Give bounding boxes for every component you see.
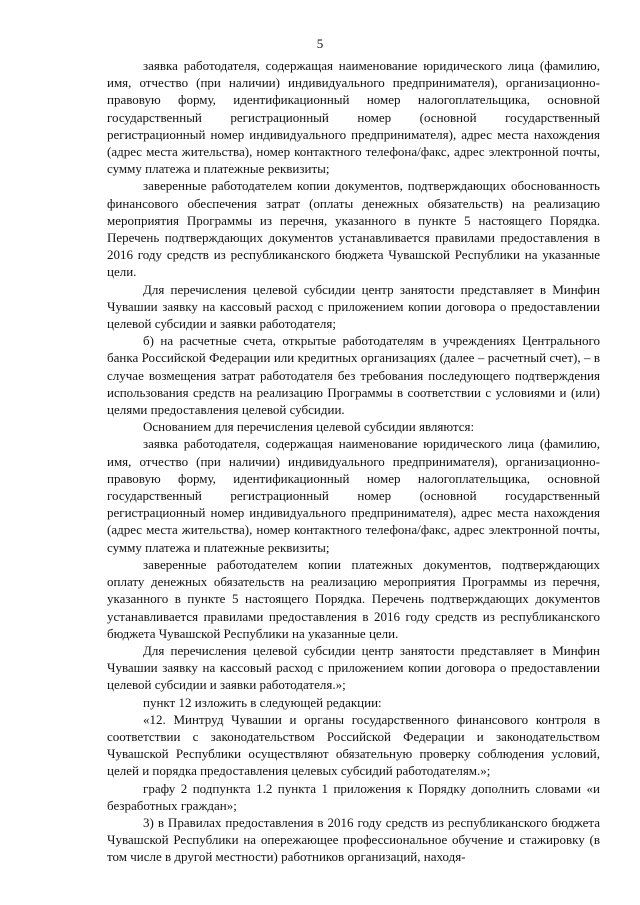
document-body [107,57,600,866]
paragraph: Для перечисления целевой субсидии центр занятости представляет в Минфин Чувашии заявку на кассовый расход с приложением копии договора о предоставлении целевой субсидии и заявки работодателя.»; [107,642,600,693]
paragraph: 3) в Правилах предоставления в 2016 году средств из республиканского бюджета Чувашской Республики на опережающее профессиональное обучение и стажировку (в том числе в другой местности) работников организаций, находя- [107,814,600,865]
paragraph: Для перечисления целевой субсидии центр занятости представляет в Минфин Чувашии заявку на кассовый расход с приложением копии договора о предоставлении целевой субсидии и заявки работодателя; [107,281,600,332]
paragraph: б) на расчетные счета, открытые работодателям в учреждениях Центрального банка Российской Федерации или кредитных организациях (далее – расчетный счет), – в случае возмещения затрат работодателя без требования последующего подтверждения использования средств на реализацию Программы в соответствии с условиями и (или) целями предоставления целевой субсидии. [107,333,600,418]
paragraph: Основанием для перечисления целевой субсидии являются: [143,419,475,435]
paragraph: «12. Минтруд Чувашии и органы государственного финансового контроля в соответствии с законодательством Российской Федерации и законодательством Чувашской Республики осуществляют обязательную проверку соблюдения условий, целей и порядка предоставления целевых субсидий работодателям.»; [107,711,600,779]
page-number: 5 [316,36,324,51]
paragraph: заявка работодателя, содержащая наименование юридического лица (фамилию, имя, отчество (при наличии) индивидуального предпринимателя), организационно-правовую форму, идентификационный номер налогоплательщика, основной государственный регистрационный номер (основной государственный регистрационный номер индивидуального предпринимателя), адрес места нахождения (адрес места жительства), номер контактного телефона/факс, адрес электронной почты, сумму платежа и платежные реквизиты; [107,436,600,555]
paragraph: графу 2 подпункта 1.2 пункта 1 приложения к Порядку дополнить словами «и безработных граждан»; [107,780,600,813]
paragraph: заявка работодателя, содержащая наименование юридического лица (фамилию, имя, отчество (при наличии) индивидуального предпринимателя), организационно-правовую форму, идентификационный номер налогоплательщика, основной государственный регистрационный номер (основной государственный регистрационный номер индивидуального предпринимателя), адрес места нахождения (адрес места жительства), номер контактного телефона/факс, адрес электронной почты, сумму платежа и платежные реквизиты; [107,58,600,177]
paragraph: заверенные работодателем копии документов, подтверждающих обоснованность финансового обеспечения затрат (оплаты денежных обязательств) на реализацию мероприятия Программы из перечня, указанного в пункте 5 настоящего Порядка. Перечень подтверждающих документов устанавливается правилами предоставления в 2016 году средств из республиканского бюджета Чувашской Республики на указанные цели. [107,178,600,280]
paragraph: пункт 12 изложить в следующей редакции: [143,694,382,710]
paragraph: заверенные работодателем копии платежных документов, подтверждающих оплату денежных обязательств на реализацию мероприятия Программы из перечня, указанного в пункте 5 настоящего Порядка. Перечень подтверждающих документов устанавливается правилами предоставления в 2016 году средств из республиканского бюджета Чувашской Республики на указанные цели. [107,556,600,641]
